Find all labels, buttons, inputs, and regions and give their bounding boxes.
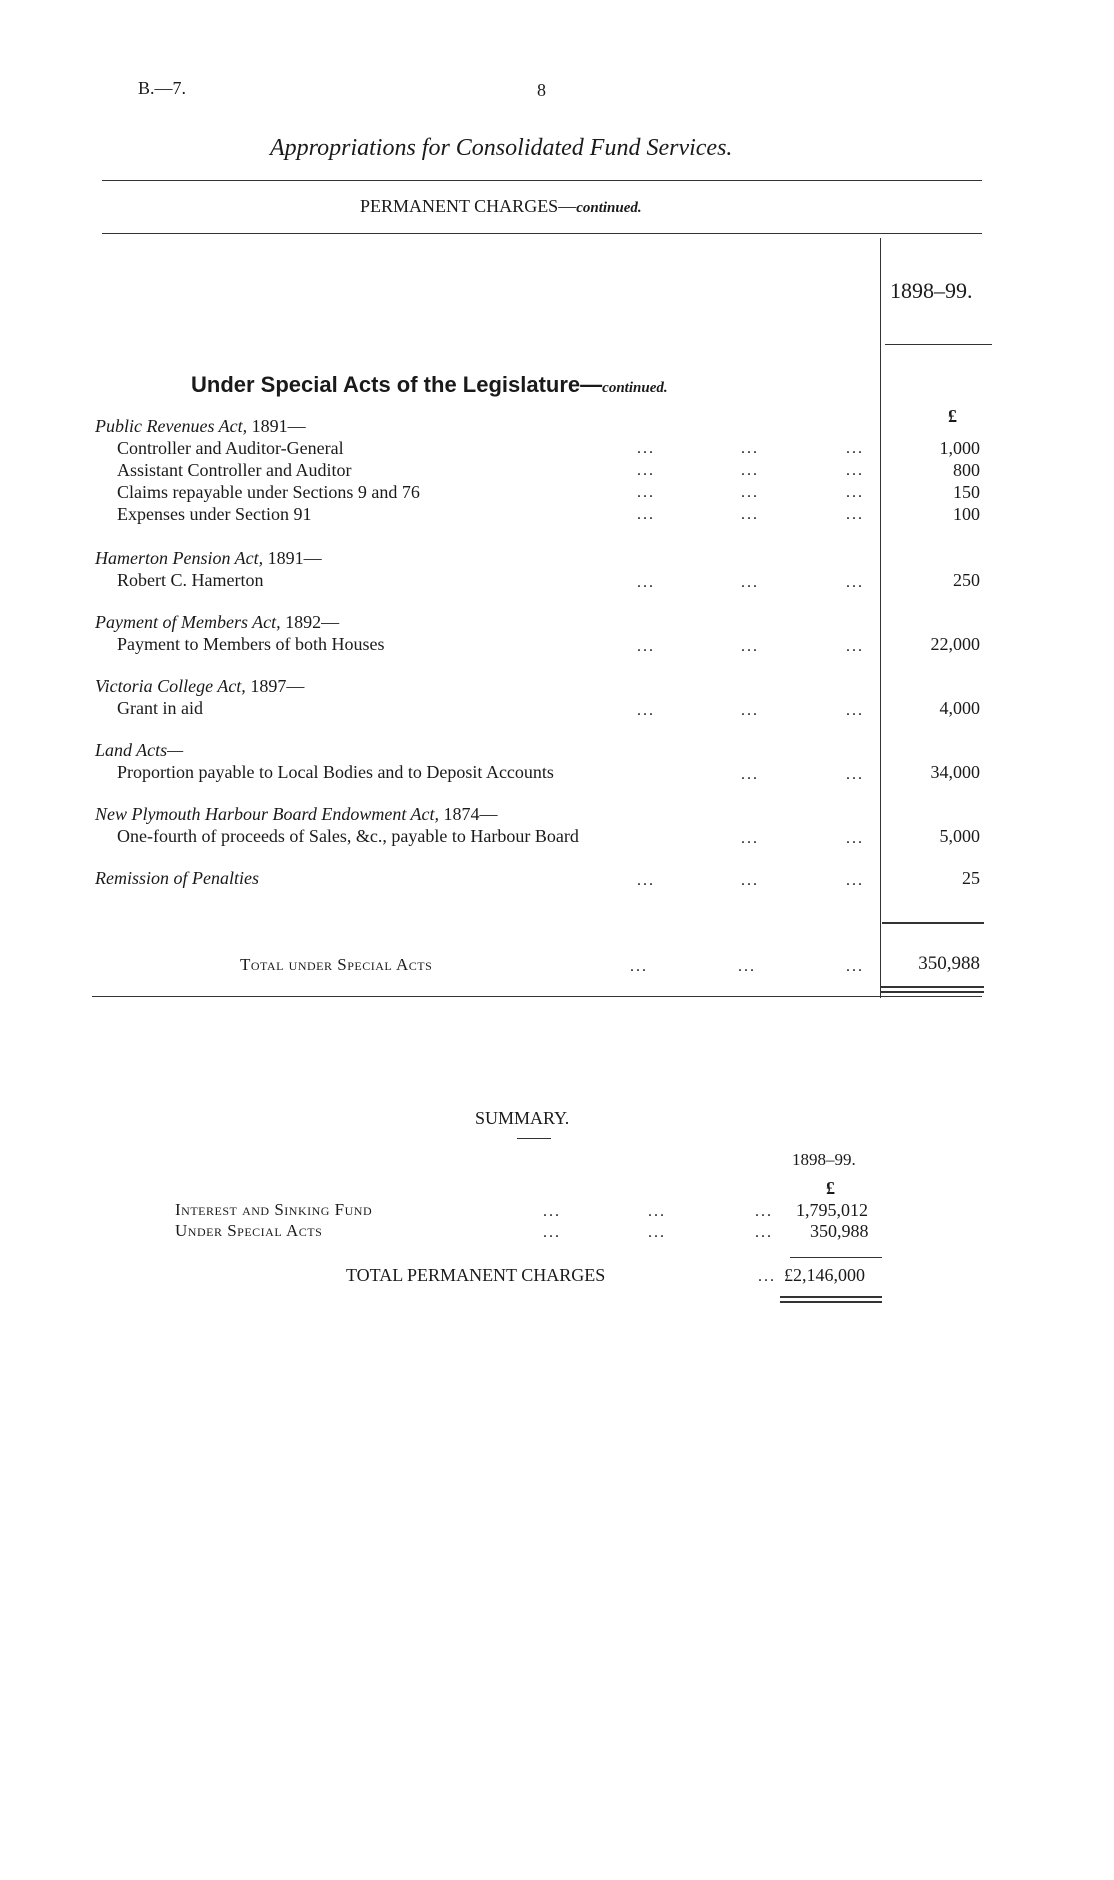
line-item-label: Proportion payable to Local Bodies and to Deposit Accounts [117,762,554,782]
leader-dots: ... [846,766,864,783]
summary-double-rule-2 [780,1301,882,1303]
leader-dots: ... [846,958,864,975]
leader-dots: ... [741,830,759,847]
leader-dots: ... [630,958,648,975]
leader-dots: ... [648,1224,666,1241]
leader-dots: ... [741,574,759,591]
line-item-amount: 4,000 [939,698,980,718]
act-name: Public Revenues Act, [95,416,248,436]
leader-dots: ... [846,462,864,479]
section-title-text: Under Special Acts of the Legislature— [191,372,603,397]
line-item-amount: 5,000 [939,826,980,846]
leader-dots: ... [637,484,655,501]
leader-dots: ... [637,462,655,479]
year-column-header: 1898–99. [890,278,973,303]
leader-dots: ... [738,958,756,975]
act-heading [95,804,497,825]
remission-amount: 25 [962,868,980,888]
leader-dots: ... [741,484,759,501]
line-item-amount: 150 [953,482,980,502]
leader-dots: ... [846,872,864,889]
line-item-label: Payment to Members of both Houses [117,634,385,654]
line-item-label: Expenses under Section 91 [117,504,312,524]
leader-dots: ... [543,1224,561,1241]
line-item-label: One-fourth of proceeds of Sales, &c., payable to Harbour Board [117,826,579,846]
remission-label: Remission of Penalties [95,868,259,888]
section-subtitle [360,196,642,217]
act-name: New Plymouth Harbour Board Endowment Act, [95,804,439,824]
summary-row-amount: 350,988 [810,1221,869,1241]
leader-dots: ... [741,440,759,457]
total-double-rule-1 [880,986,984,988]
currency-symbol: £ [948,406,957,426]
leader-dots: ... [637,440,655,457]
leader-dots: ... [741,506,759,523]
page-number: 8 [537,80,546,100]
leader-dots: ... [543,1203,561,1220]
summary-row-amount: 1,795,012 [796,1200,868,1220]
year-header-underline [885,344,992,345]
line-item-amount: 250 [953,570,980,590]
table-bottom-rule [92,996,982,997]
act-name: Victoria College Act, [95,676,246,696]
leader-dots: ... [741,766,759,783]
line-item-amount: 34,000 [930,762,980,782]
act-name: Hamerton Pension Act, [95,548,264,568]
act-year: 1897— [250,676,305,696]
act-heading [95,416,306,437]
section-title-continued: continued. [602,380,668,396]
act-year: 1891— [267,548,322,568]
leader-dots: ... [637,872,655,889]
act-year: 1892— [285,612,340,632]
leader-dots: ... [741,462,759,479]
line-item-amount: 22,000 [930,634,980,654]
line-item-label: Assistant Controller and Auditor [117,460,352,480]
total-double-rule-2 [880,991,984,993]
summary-total-label: TOTAL PERMANENT CHARGES [346,1265,606,1285]
act-heading [95,676,304,697]
summary-title: SUMMARY. [475,1108,570,1128]
leader-dots: ... [846,506,864,523]
subtitle-continued: continued. [576,200,642,216]
summary-double-rule-1 [780,1296,882,1298]
act-heading [95,740,183,761]
leader-dots: ... [648,1203,666,1220]
leader-dots: ... [741,872,759,889]
leader-dots: ... [846,440,864,457]
leader-dots: ... [637,506,655,523]
leader-dots: ... [846,830,864,847]
line-item-label: Grant in aid [117,698,203,718]
line-item-label: Controller and Auditor-General [117,438,344,458]
total-label: Total under Special Acts [240,955,433,974]
act-year: 1891— [251,416,306,436]
line-item-amount: 1,000 [939,438,980,458]
act-heading [95,612,339,633]
summary-title-underline [517,1138,551,1139]
leader-dots: ... [637,574,655,591]
leader-dots: ... [637,702,655,719]
act-name: Land Acts— [95,740,184,760]
act-name: Payment of Members Act, [95,612,281,632]
summary-currency-symbol: £ [826,1178,835,1198]
line-item-amount: 100 [953,504,980,524]
leader-dots: ... [846,702,864,719]
summary-row-label: Under Special Acts [175,1221,323,1240]
leader-dots: ... [846,484,864,501]
line-item-label: Claims repayable under Sections 9 and 76 [117,482,420,502]
act-year: 1874— [443,804,498,824]
summary-total-rule [790,1257,882,1258]
leader-dots: ... [846,574,864,591]
line-item-amount: 800 [953,460,980,480]
leader-dots: ... [758,1268,776,1285]
leader-dots: ... [741,638,759,655]
summary-row-label: Interest and Sinking Fund [175,1200,373,1219]
header-rule-bottom [102,233,982,234]
leader-dots: ... [637,638,655,655]
total-rule [882,922,984,924]
page-title: Appropriations for Consolidated Fund Services. [270,135,733,161]
act-heading [95,548,322,569]
leader-dots: ... [741,702,759,719]
total-amount: 350,988 [918,953,980,974]
leader-dots: ... [755,1203,773,1220]
summary-year-header: 1898–99. [792,1150,856,1169]
section-title [191,372,668,398]
line-item-label: Robert C. Hamerton [117,570,264,590]
leader-dots: ... [846,638,864,655]
subtitle-main: PERMANENT CHARGES— [360,196,577,216]
leader-dots: ... [755,1224,773,1241]
document-ref: B.—7. [138,78,187,98]
summary-total-amount: £2,146,000 [784,1265,865,1285]
header-rule-top [102,180,982,181]
